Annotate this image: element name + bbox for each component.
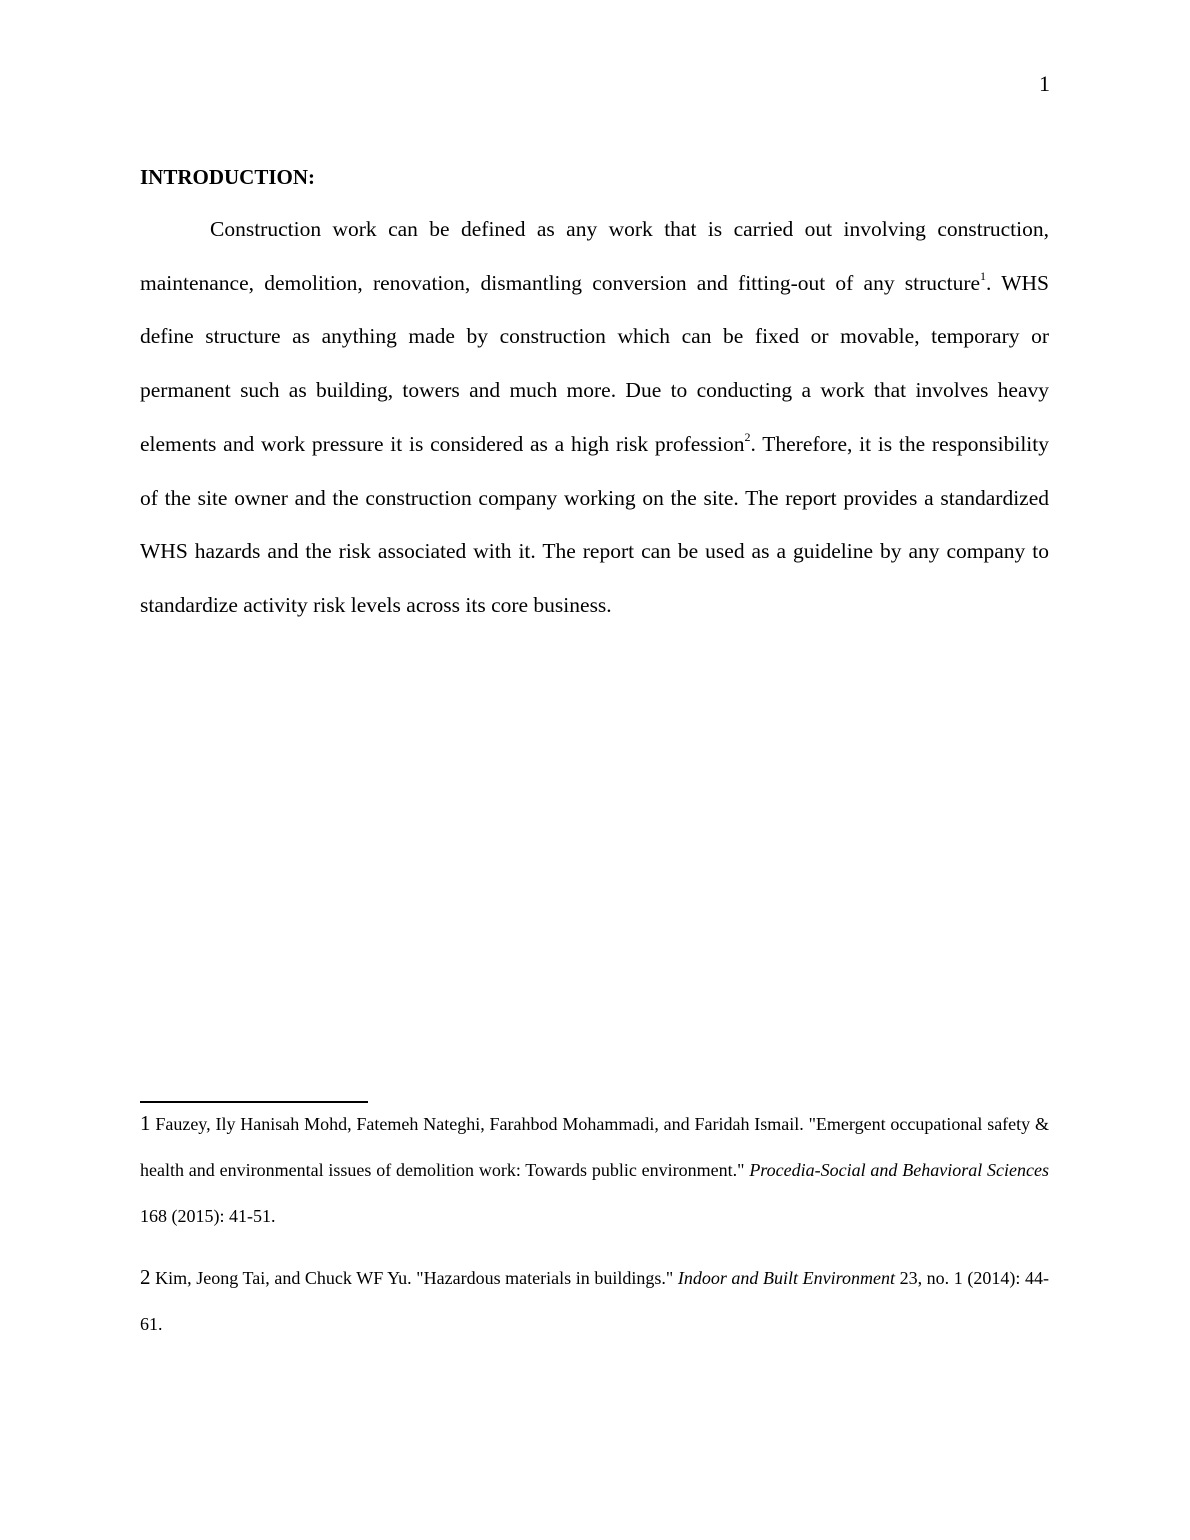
page-number: 1: [1039, 71, 1050, 96]
footnote-text: 168 (2015): 41-51.: [140, 1205, 276, 1226]
paragraph-text: Construction work can be defined as any work that is carried out involving construction, maintenance, demolition, renovation, dismantling conversion and fitting-out of any structure: [140, 217, 1049, 295]
footnote-2: [140, 1255, 1049, 1348]
footnote-number: 1: [140, 1111, 151, 1135]
paragraph-text: . WHS define structure as anything made by construction which can be fixed or movable, temporary or permanent such as building, towers and much more. Due to conducting a work that involves heavy elements and work pressure it is considered as a high risk profession: [140, 270, 1050, 456]
footnote-1: [140, 1101, 1049, 1239]
footnote-text: 23, no. 1 (2014): 44-61.: [140, 1268, 1049, 1334]
footnote-reference-1[interactable]: 1: [980, 268, 987, 283]
footnote-text: Kim, Jeong Tai, and Chuck WF Yu. "Hazardous materials in buildings.": [150, 1268, 678, 1288]
footnote-text: Fauzey, Ily Hanisah Mohd, Fatemeh Nateghi, Farahbod Mohammadi, and Faridah Ismail. "Emergent occupational safety & health and environmental issues of demolition work: Towards public environment.": [140, 1114, 1049, 1180]
footnote-number: 2: [140, 1265, 151, 1289]
introduction-paragraph: [140, 203, 1049, 633]
paragraph-text: . Therefore, it is the responsibility of the site owner and the construction company working on the site. The report provides a standardized WHS hazards and the risk associated with it. The report can be used as a guideline by any company to standardize activity risk levels across its core business.: [140, 431, 1049, 617]
footnote-journal: Indoor and Built Environment: [677, 1268, 895, 1288]
section-heading: INTRODUCTION:: [140, 165, 316, 189]
footnote-reference-2[interactable]: 2: [744, 429, 751, 444]
footnote-journal: Procedia-Social and Behavioral Sciences: [749, 1159, 1050, 1180]
